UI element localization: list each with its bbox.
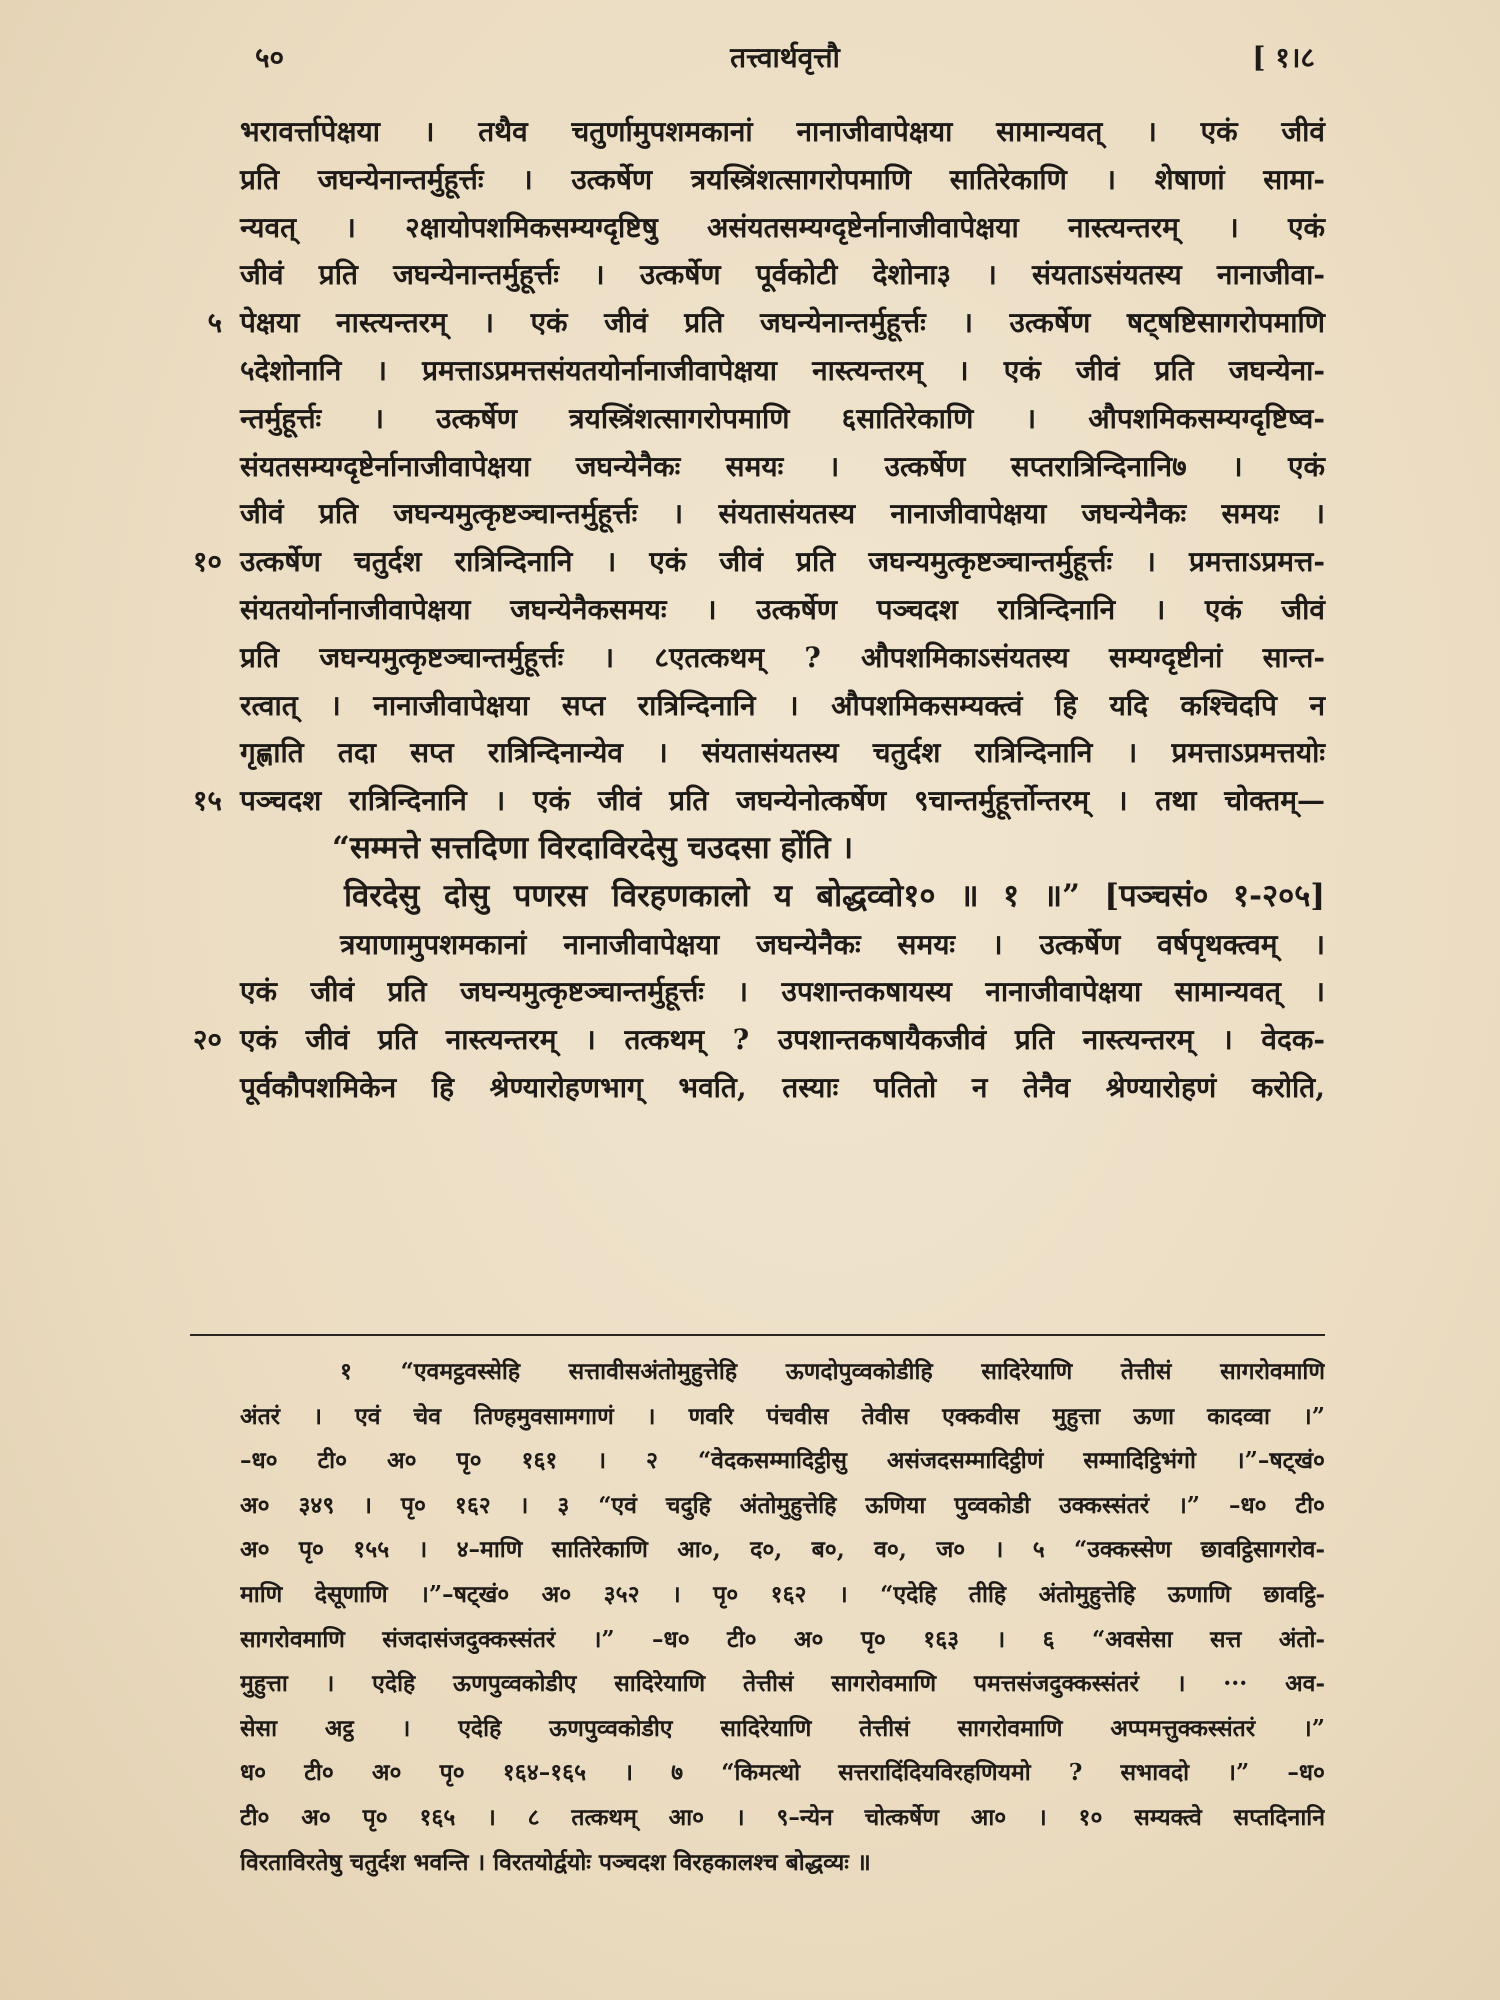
text-line: संयतयोर्नानाजीवापेक्षया जघन्येनैकसमयः । उत्कर्षेण पञ्चदश रात्रिन्दिनानि । एकं जीवं [240,592,1325,626]
text-line: ५देशोनानि । प्रमत्ताऽप्रमत्तसंयतयोर्नानाजीवापेक्षया नास्त्यन्तरम् । एकं जीवं प्रति जघन्येना- [240,353,1325,387]
text-line: न्तर्मुहूर्त्तः । उत्कर्षेण त्रयस्त्रिंशत्सागरोपमाणि ६सातिरेकाणि । औपशमिकसम्यग्दृष्टिष्व- [240,401,1325,435]
text-line: पूर्वकौपशमिकेन हि श्रेण्यारोहणभाग् भवति, तस्याः पतितो न तेनैव श्रेण्यारोहणं करोति, [240,1070,1325,1104]
text-line: भरावर्त्तापेक्षया । तथैव चतुर्णामुपशमकानां नानाजीवापेक्षया सामान्यवत् । एकं जीवं [240,115,1325,148]
text-line: प्रति जघन्यमुत्कृष्टञ्चान्तर्मुहूर्त्तः । ८एतत्कथम् ? औपशमिकाऽसंयतस्य सम्यग्दृष्टीनां सान्त- [240,640,1325,674]
footnote-line: विरताविरतेषु चतुर्दश भवन्ति । विरतयोर्द्वयोः पञ्चदश विरहकालश्च बोद्धव्यः ॥ [240,1848,871,1876]
text-line: न्यवत् । २क्षायोपशमिकसम्यग्दृष्टिषु असंयतसम्यग्दृष्टेर्नानाजीवापेक्षया नास्त्यन्तरम् । एकं [240,210,1325,244]
text-line: १५ पञ्चदश रात्रिन्दिनानि । एकं जीवं प्रति जघन्येनोत्कर्षेण ९चान्तर्मुहूर्त्तोन्तरम् । तथा चोक्तम्— [240,777,1325,825]
text-line: गृह्णाति तदा सप्त रात्रिन्दिनान्येव । संयतासंयतस्य चतुर्दश रात्रिन्दिनानि । प्रमत्ताऽप्रमत्तयोः [240,736,1325,770]
text-line: २० एकं जीवं प्रति नास्त्यन्तरम् । तत्कथम् ? उपशान्तकषायैकजीवं प्रति नास्त्यन्तरम् । वेदक- [240,1016,1325,1064]
text-line: रत्वात् । नानाजीवापेक्षया सप्त रात्रिन्दिनानि । औपशमिकसम्यक्त्वं हि यदि कश्चिदपि न [240,688,1325,722]
text-line: ५ पेक्षया नास्त्यन्तरम् । एकं जीवं प्रति जघन्येनान्तर्मुहूर्त्तः । उत्कर्षेण षट्षष्टिसागरोपमाणि [240,299,1325,347]
footnote-line: –ध० टी० अ० पृ० १६१ । २ “वेदकसम्मादिट्ठीसु असंजदसम्मादिट्ठीणं सम्मादिट्ठिभंगो ।”–षट्खं० [240,1447,1325,1475]
main-text [192,108,1325,1112]
line-number: १५ [192,784,222,818]
text-line: त्रयाणामुपशमकानां नानाजीवापेक्षया जघन्येनैकः समयः । उत्कर्षेण वर्षपृथक्त्वम् । [340,927,1325,961]
footnote-line: मुहुत्ता । एदेहि ऊणपुव्वकोडीए सादिरेयाणि तेत्तीसं सागरोवमाणि पमत्तसंजदुक्कस्संतरं । ··· अव- [240,1670,1325,1698]
page-number: ५० [255,41,285,74]
text-line: प्रति जघन्येनान्तर्मुहूर्त्तः । उत्कर्षेण त्रयस्त्रिंशत्सागरोपमाणि सातिरेकाणि । शेषाणां सामा- [240,162,1325,196]
footnote-line: अंतरं । एवं चेव तिण्हमुवसामगाणं । णवरि पंचवीस तेवीस एक्कवीस मुहुत्ता ऊणा कादव्वा ।” [240,1402,1325,1430]
text-line: एकं जीवं प्रति जघन्यमुत्कृष्टञ्चान्तर्मुहूर्त्तः । उपशान्तकषायस्य नानाजीवापेक्षया सामान्यवत् । [240,975,1325,1009]
footnotes [240,1350,1325,1885]
line-number: २० [192,1023,222,1057]
footnote-line: टी० अ० पृ० १६५ । ८ तत्कथम् आ० । ९–न्येन चोत्कर्षेण आ० । १० सम्यक्त्वे सप्तदिनानि [240,1803,1325,1831]
footnote-line: सेसा अट्ठ । एदेहि ऊणपुव्वकोडीए सादिरेयाणि तेत्तीसं सागरोवमाणि अप्पमत्तुक्कस्संतरं ।” [240,1714,1325,1742]
line-number: १० [192,545,222,579]
footnote-divider [190,1334,1325,1336]
running-title: तत्त्वार्थवृत्तौ [730,41,840,74]
text-line: संयतसम्यग्दृष्टेर्नानाजीवापेक्षया जघन्येनैकः समयः । उत्कर्षेण सप्तरात्रिन्दिनानि७ । एकं [240,449,1325,483]
footnote-line: अ० पृ० १५५ । ४–माणि सातिरेकाणि आ०, द०, ब०, व०, ज० । ५ “उक्कस्सेण छावट्ठिसागरोव- [240,1536,1325,1564]
line-number: ५ [207,306,222,340]
section-reference: [ १।८ [1252,41,1315,74]
page-header [255,38,1315,88]
footnote-line: माणि देसूणाणि ।”–षट्खं० अ० ३५२ । पृ० १६२ । “एदेहि तीहि अंतोमुहुत्तेहि ऊणाणि छावट्ठि- [240,1580,1325,1608]
footnote-line: अ० ३४९ । पृ० १६२ । ३ “एवं चदुहि अंतोमुहुत्तेहि ऊणिया पुव्वकोडी उक्कस्संतरं ।” –ध० टी० [240,1491,1325,1519]
footnote-line: ध० टी० अ० पृ० १६४–१६५ । ७ “किमत्थो सत्तरादिंदियविरहणियमो ? सभावदो ।” –ध० [240,1759,1325,1787]
footnote-line: १ “एवमट्ठवस्सेहि सत्तावीसअंतोमुहुत्तेहि ऊणदोपुव्वकोडीहि सादिरेयाणि तेत्तीसं सागरोवमाणि [340,1358,1325,1385]
text-line: जीवं प्रति जघन्येनान्तर्मुहूर्त्तः । उत्कर्षेण पूर्वकोटी देशोना३ । संयताऽसंयतस्य नानाजीवा- [240,258,1325,292]
verse-line: “सम्मत्ते सत्तदिणा विरदाविरदेसु चउदसा होंति । [332,829,854,866]
text-line: जीवं प्रति जघन्यमुत्कृष्टञ्चान्तर्मुहूर्त्तः । संयतासंयतस्य नानाजीवापेक्षया जघन्येनैकः समयः । [240,497,1325,531]
verse-line: विरदेसु दोसु पणरस विरहणकालो य बोद्धव्वो१० ॥ १ ॥” [पञ्चसं० १-२०५] [344,877,1325,914]
footnote-line: सागरोवमाणि संजदासंजदुक्कस्संतरं ।” –ध० टी० अ० पृ० १६३ । ६ “अवसेसा सत्त अंतो- [240,1625,1325,1653]
text-line: १० उत्कर्षेण चतुर्दश रात्रिन्दिनानि । एकं जीवं प्रति जघन्यमुत्कृष्टञ्चान्तर्मुहूर्त्तः । प्रमत्ताऽप्रमत्त- [240,538,1325,586]
